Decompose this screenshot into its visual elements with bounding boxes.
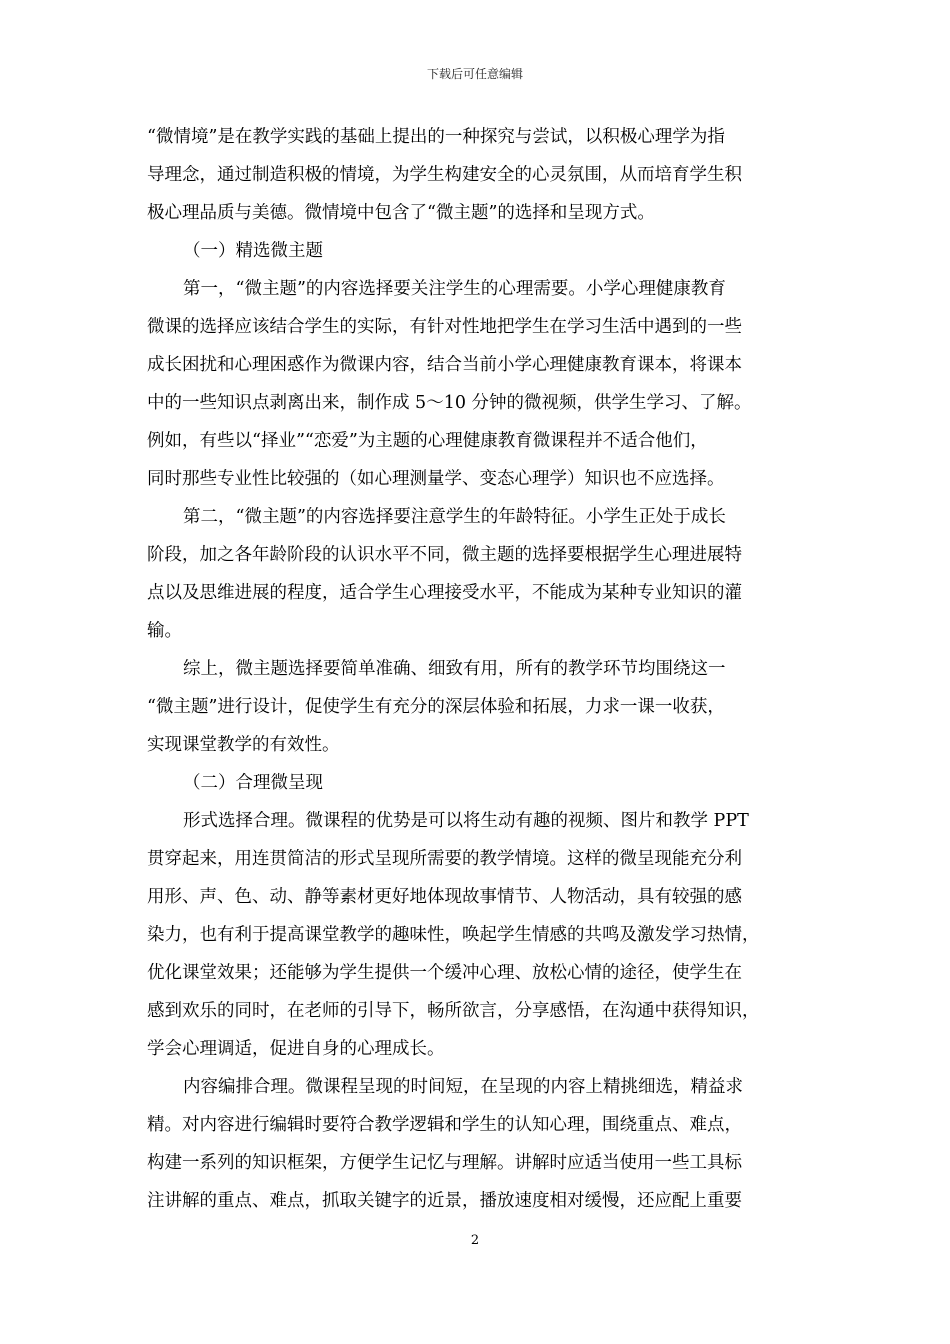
text-line: 感到欢乐的同时，在老师的引导下，畅所欲言，分享感悟，在沟通中获得知识， xyxy=(147,1001,760,1021)
text-line: 导理念，通过制造积极的情境，为学生构建安全的心灵氛围，从而培育学生积 xyxy=(147,165,742,185)
text-line: 实现课堂教学的有效性。 xyxy=(147,735,340,755)
text-line: 精。对内容进行编辑时要符合教学逻辑和学生的认知心理，围绕重点、难点， xyxy=(147,1115,742,1135)
section-heading-1 xyxy=(147,232,809,270)
paragraph-summary xyxy=(147,650,809,764)
text-line: 构建一系列的知识框架，方便学生记忆与理解。讲解时应适当使用一些工具标 xyxy=(147,1153,742,1173)
text-line: 输。 xyxy=(147,621,182,641)
paragraph-first xyxy=(147,270,809,498)
heading-text: （二）合理微呈现 xyxy=(183,773,323,793)
text-line: 优化课堂效果；还能够为学生提供一个缓冲心理、放松心情的途径，使学生在 xyxy=(147,963,742,983)
page-number: 2 xyxy=(470,1233,480,1248)
text-line: 内容编排合理。微课程呈现的时间短，在呈现的内容上精挑细选，精益求 xyxy=(183,1077,743,1097)
paragraph-intro xyxy=(147,118,809,232)
paragraph-second xyxy=(147,498,809,650)
text-line: 用形、声、色、动、静等素材更好地体现故事情节、人物活动，具有较强的感 xyxy=(147,887,742,907)
text-line: 同时那些专业性比较强的（如心理测量学、变态心理学）知识也不应选择。 xyxy=(147,469,725,489)
text-line: 注讲解的重点、难点，抓取关键字的近景，播放速度相对缓慢，还应配上重要 xyxy=(147,1191,742,1211)
text-line: 例如，有些以“择业”“恋爱”为主题的心理健康教育微课程并不适合他们， xyxy=(147,431,708,451)
text-line: 第一，“微主题”的内容选择要关注学生的心理需要。小学心理健康教育 xyxy=(183,279,726,299)
text-line: 微课的选择应该结合学生的实际，有针对性地把学生在学习生活中遇到的一些 xyxy=(147,317,742,337)
text-line: “微情境”是在教学实践的基础上提出的一种探究与尝试，以积极心理学为指 xyxy=(147,127,725,147)
heading-text: （一）精选微主题 xyxy=(183,241,323,261)
text-line: 极心理品质与美德。微情境中包含了“微主题”的选择和呈现方式。 xyxy=(147,203,655,223)
text-line: 中的一些知识点剥离出来，制作成 5～10 分钟的微视频，供学生学习、了解。 xyxy=(147,393,752,413)
paragraph-content xyxy=(147,1068,809,1220)
section-heading-2 xyxy=(147,764,809,802)
text-line: 第二，“微主题”的内容选择要注意学生的年龄特征。小学生正处于成长 xyxy=(183,507,726,527)
text-line: 综上，微主题选择要简单准确、细致有用，所有的教学环节均围绕这一 xyxy=(183,659,726,679)
text-line: 染力，也有利于提高课堂教学的趣味性，唤起学生情感的共鸣及激发学习热情， xyxy=(147,925,760,945)
text-line: “微主题”进行设计，促使学生有充分的深层体验和拓展，力求一课一收获， xyxy=(147,697,725,717)
text-line: 成长困扰和心理困惑作为微课内容，结合当前小学心理健康教育课本，将课本 xyxy=(147,355,742,375)
text-line: 阶段，加之各年龄阶段的认识水平不同，微主题的选择要根据学生心理进展特 xyxy=(147,545,742,565)
document-body xyxy=(147,118,809,1220)
paragraph-form xyxy=(147,802,809,1068)
text-line: 形式选择合理。微课程的优势是可以将生动有趣的视频、图片和教学 PPT xyxy=(183,811,749,831)
text-line: 贯穿起来，用连贯简洁的形式呈现所需要的教学情境。这样的微呈现能充分利 xyxy=(147,849,742,869)
page-header: 下载后可任意编辑 xyxy=(426,67,523,81)
text-line: 点以及思维进展的程度，适合学生心理接受水平，不能成为某种专业知识的灌 xyxy=(147,583,742,603)
text-line: 学会心理调适，促进自身的心理成长。 xyxy=(147,1039,445,1059)
